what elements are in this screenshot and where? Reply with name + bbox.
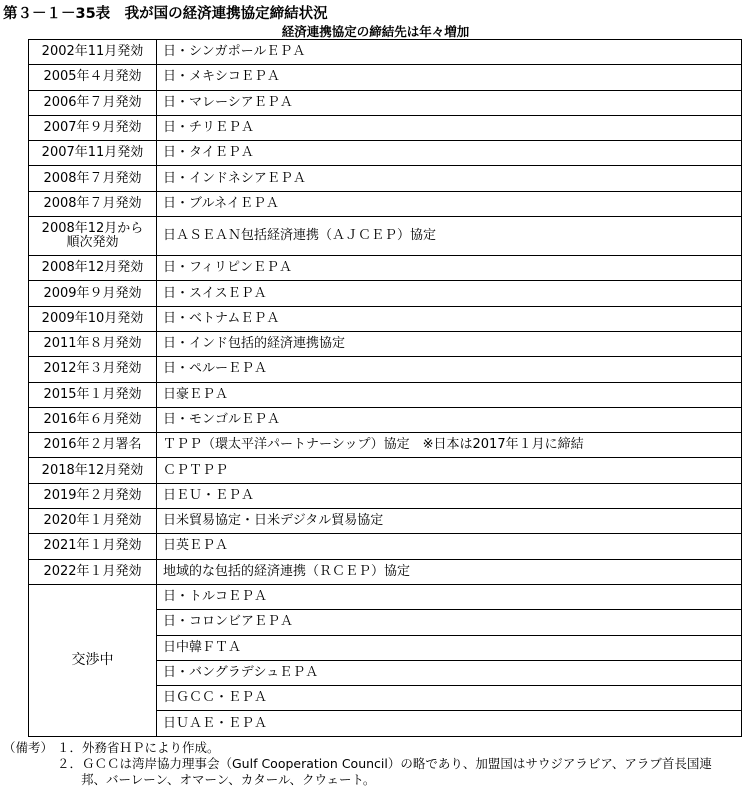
agreement-cell: 日・タイＥＰＡ: [157, 141, 742, 166]
agreement-cell: 日ＵＡＥ・ＥＰＡ: [157, 711, 742, 736]
table-row: [29, 483, 742, 508]
date-cell: 2008年７月発効: [29, 191, 157, 216]
agreement-cell: 地域的な包括的経済連携（ＲＣＥＰ）協定: [157, 559, 742, 584]
date-cell: 2016年６月発効: [29, 407, 157, 432]
date-cell: 2016年２月署名: [29, 433, 157, 458]
date-cell: 2012年３月発効: [29, 357, 157, 382]
date-cell: 2009年９月発効: [29, 281, 157, 306]
table-row: [29, 65, 742, 90]
agreement-cell: 日米貿易協定・日米デジタル貿易協定: [157, 509, 742, 534]
agreement-cell: 日・コロンビアＥＰＡ: [157, 610, 742, 635]
agreement-cell: 日・スイスＥＰＡ: [157, 281, 742, 306]
epa-status-table: [28, 39, 742, 737]
agreement-cell: 日・ブルネイＥＰＡ: [157, 191, 742, 216]
table-row: [29, 306, 742, 331]
table-row: [29, 141, 742, 166]
agreement-cell: 日英ＥＰＡ: [157, 534, 742, 559]
agreement-cell: 日・シンガポールＥＰＡ: [157, 40, 742, 65]
date-cell: 2019年２月発効: [29, 483, 157, 508]
agreement-cell: 日・ペルーＥＰＡ: [157, 357, 742, 382]
table-row: [29, 281, 742, 306]
table-row: [29, 433, 742, 458]
table-row: [29, 534, 742, 559]
notes-label: （備考）: [3, 740, 54, 755]
agreement-cell: 日・トルコＥＰＡ: [157, 584, 742, 609]
agreement-cell: ＴＰＰ（環太平洋パートナーシップ）協定 ※日本は2017年１月に締結: [157, 433, 742, 458]
date-cell: 2022年１月発効: [29, 559, 157, 584]
table-row: [29, 407, 742, 432]
table-row: [29, 357, 742, 382]
agreement-cell: 日・メキシコＥＰＡ: [157, 65, 742, 90]
date-cell: 2008年７月発効: [29, 166, 157, 191]
note-2-line-2: 邦、バーレーン、オマーン、カタール、クウェート。: [81, 772, 376, 787]
table-row: [29, 331, 742, 356]
agreement-cell: 日・モンゴルＥＰＡ: [157, 407, 742, 432]
table-row: [29, 559, 742, 584]
negotiating-label-cell: 交渉中: [29, 584, 157, 736]
date-cell: 2021年１月発効: [29, 534, 157, 559]
date-cell: 2007年９月発効: [29, 115, 157, 140]
table-row: [29, 509, 742, 534]
table-row: [29, 166, 742, 191]
agreement-cell: ＣＰＴＰＰ: [157, 458, 742, 483]
agreement-cell: 日・インド包括的経済連携協定: [157, 331, 742, 356]
table-row: [29, 382, 742, 407]
note-2-line-1: ２．ＧＣＣは湾岸協力理事会（Gulf Cooperation Council）の略であり、加盟国はサウジアラビア、アラブ首長国連: [57, 756, 712, 771]
agreement-cell: 日・インドネシアＥＰＡ: [157, 166, 742, 191]
table-row: [29, 191, 742, 216]
table-title: 第３－１－35表 我が国の経済連携協定締結状況: [3, 6, 328, 22]
date-cell: 2009年10月発効: [29, 306, 157, 331]
date-cell: 2011年８月発効: [29, 331, 157, 356]
date-cell: 2007年11月発効: [29, 141, 157, 166]
note-1: １．外務省ＨＰにより作成。: [57, 740, 220, 755]
date-line-1: 2008年12月から: [41, 221, 144, 237]
agreement-cell: 日ＧＣＣ・ＥＰＡ: [157, 686, 742, 711]
date-cell: 2020年１月発効: [29, 509, 157, 534]
agreement-cell: 日・フィリピンＥＰＡ: [157, 256, 742, 281]
table-row: [29, 217, 742, 256]
agreement-cell: 日・バングラデシュＥＰＡ: [157, 660, 742, 685]
date-cell: 2015年１月発効: [29, 382, 157, 407]
date-cell: 2005年４月発効: [29, 65, 157, 90]
table-row: [29, 40, 742, 65]
table-subtitle: 経済連携協定の締結先は年々増加: [281, 24, 470, 39]
date-cell: 2002年11月発効: [29, 40, 157, 65]
date-line-2: 順次発効: [66, 235, 119, 251]
agreement-cell: 日・マレーシアＥＰＡ: [157, 90, 742, 115]
table-row: [29, 256, 742, 281]
agreement-cell: 日ＡＳＥＡＮ包括経済連携（ＡＪＣＥＰ）協定: [157, 217, 742, 256]
table-row: [29, 458, 742, 483]
table-row: [29, 115, 742, 140]
table-row: [29, 90, 742, 115]
agreement-cell: 日中韓ＦＴＡ: [157, 635, 742, 660]
date-cell: 2008年12月発効: [29, 256, 157, 281]
table-row: [29, 584, 742, 609]
agreement-cell: 日・ベトナムＥＰＡ: [157, 306, 742, 331]
date-cell: [29, 217, 157, 256]
note-row: [3, 740, 712, 756]
date-cell: 2006年７月発効: [29, 90, 157, 115]
agreement-cell: 日・チリＥＰＡ: [157, 115, 742, 140]
date-cell: 2018年12月発効: [29, 458, 157, 483]
agreement-cell: 日豪ＥＰＡ: [157, 382, 742, 407]
agreement-cell: 日ＥＵ・ＥＰＡ: [157, 483, 742, 508]
notes-section: [3, 740, 712, 788]
